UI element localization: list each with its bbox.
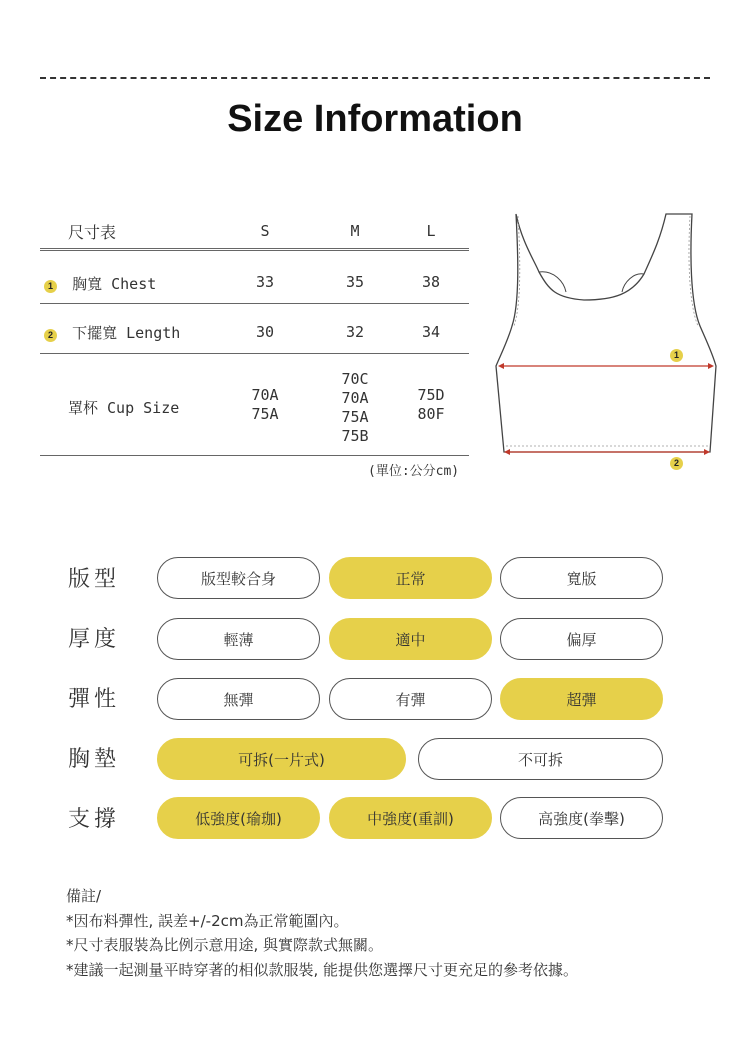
- sports-bra-illustration: [494, 212, 720, 474]
- notes-line: *建議一起測量平時穿著的相似款服裝, 能提供您選擇尺寸更充足的參考依據。: [66, 960, 579, 979]
- length-s: 30: [255, 323, 275, 341]
- table-row: [44, 322, 180, 343]
- table-rule: [40, 353, 469, 354]
- unit-note: (單位:公分cm): [368, 464, 460, 479]
- size-s-header: S: [260, 222, 270, 240]
- option-padding-removable: 可拆(一片式): [157, 738, 406, 780]
- notes-line: *因布料彈性, 誤差+/-2cm為正常範圍內。: [66, 911, 349, 930]
- option-thickness-thick: 偏厚: [500, 618, 663, 660]
- attr-label-elasticity: 彈性: [68, 687, 121, 712]
- attr-label-fit: 版型: [68, 567, 121, 592]
- attr-label-thickness: 厚度: [68, 627, 121, 652]
- option-thickness-medium: 適中: [329, 618, 492, 660]
- length-m: 32: [345, 323, 365, 341]
- option-padding-fixed: 不可拆: [418, 738, 663, 780]
- chest-m: 35: [345, 273, 365, 291]
- notes: [66, 884, 578, 982]
- attr-label-padding: 胸墊: [68, 747, 121, 772]
- dashed-divider: [40, 77, 710, 79]
- row-label: 罩杯 Cup Size: [68, 399, 180, 417]
- option-support-medium: 中強度(重訓): [329, 797, 492, 839]
- badge-2: 2: [670, 457, 683, 470]
- chest-l: 38: [421, 273, 441, 291]
- size-m-header: M: [350, 222, 360, 240]
- option-fit-normal: 正常: [329, 557, 492, 599]
- table-rule: [40, 303, 469, 304]
- page-title: Size Information: [227, 98, 523, 140]
- cup-m: 70C 70A 75A 75B: [341, 370, 369, 445]
- option-support-high: 高強度(拳擊): [500, 797, 663, 839]
- row-label: 胸寬 Chest: [72, 275, 157, 293]
- badge-1: 1: [44, 280, 57, 293]
- option-fit-slim: 版型較合身: [157, 557, 320, 599]
- table-rule: [40, 455, 469, 456]
- option-elasticity-some: 有彈: [329, 678, 492, 720]
- table-row: [44, 273, 156, 294]
- badge-1: 1: [670, 349, 683, 362]
- chest-s: 33: [255, 273, 275, 291]
- length-l: 34: [421, 323, 441, 341]
- notes-line: *尺寸表服裝為比例示意用途, 與實際款式無關。: [66, 936, 384, 954]
- table-header: 尺寸表: [68, 223, 117, 242]
- cup-l: 75D 80F: [417, 386, 445, 423]
- size-l-header: L: [426, 222, 436, 240]
- option-thickness-thin: 輕薄: [157, 618, 320, 660]
- row-label: 下擺寬 Length: [72, 324, 181, 342]
- garment-diagram: [494, 212, 720, 474]
- attr-label-support: 支撐: [68, 807, 121, 832]
- option-support-low: 低強度(瑜珈): [157, 797, 320, 839]
- option-elasticity-none: 無彈: [157, 678, 320, 720]
- option-fit-wide: 寬版: [500, 557, 663, 599]
- badge-2: 2: [44, 329, 57, 342]
- cup-s: 70A 75A: [251, 386, 279, 423]
- option-elasticity-super: 超彈: [500, 678, 663, 720]
- table-rule: [40, 248, 469, 251]
- notes-heading: 備註/: [66, 887, 102, 905]
